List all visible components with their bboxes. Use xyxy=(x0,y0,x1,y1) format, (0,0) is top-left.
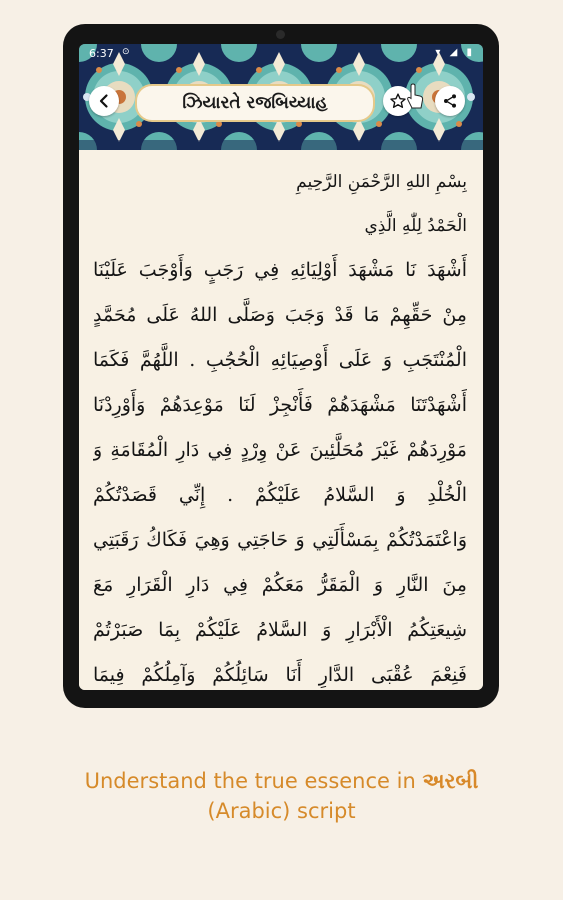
chevron-left-icon xyxy=(96,93,112,109)
arabic-line: مِنَ النَّارِ وَ الْمَقَرُّ مَعَكُمْ فِي دَارِ الْقَرَارِ مَعَ xyxy=(93,574,467,596)
hand-pointer-icon xyxy=(405,82,425,112)
share-icon xyxy=(442,93,458,109)
arabic-line: مِنْ حَقِّهِمْ مَا قَدْ وَجَبَ وَصَلَّى اللهُ عَلَى مُحَمَّدٍ xyxy=(93,304,467,326)
share-button[interactable] xyxy=(435,86,465,116)
arabic-line: أَشْهَدْتَنَا مَشْهَدَهُمْ فَأَنْجِزْ لَنَا مَوْعِدَهُمْ وَأَوْرِدْنَا xyxy=(93,394,467,416)
promo-caption xyxy=(0,766,563,826)
arabic-line: الْحَمْدُ لِلّٰهِ الَّذِي xyxy=(364,216,467,236)
back-button[interactable] xyxy=(89,86,119,116)
arabic-line: مَوْرِدَهُمْ غَيْرَ مُحَلَّئِينَ عَنْ وِرْدٍ فِي دَارِ الْمُقَامَةِ وَ xyxy=(93,439,467,461)
arabic-text-lines xyxy=(93,160,467,690)
caption-accent-word: અરબી xyxy=(422,769,479,793)
app-header xyxy=(79,44,483,150)
app-screen xyxy=(79,44,483,690)
tablet-frame xyxy=(63,24,499,708)
front-camera xyxy=(276,30,285,39)
caption-line-2: (Arabic) script xyxy=(207,799,356,823)
status-system-icons: ▾ ◢ ▮ xyxy=(435,47,475,58)
arabic-line: شِيعَتِكُمُ الْأَبْرَارِ وَ السَّلامُ عَلَيْكُمْ بِمَا صَبَرْتُمْ xyxy=(93,619,467,641)
arabic-line: فَنِعْمَ عُقْبَى الدَّارِ أَنَا سَائِلُكُمْ وَآمِلُكُمْ فِيمَا xyxy=(93,664,467,686)
caption-line-1 xyxy=(0,766,563,796)
status-bar xyxy=(79,44,483,64)
arabic-line: الْمُنْتَجَبِ وَ عَلَى أَوْصِيَائِهِ الْحُجُبِ . اللَّهُمَّ فَكَمَا xyxy=(93,349,467,371)
status-time: 6:37 xyxy=(89,47,114,60)
status-notification-icon: ⊙ xyxy=(122,47,130,57)
page-title: ઝિયારતે રજબિય્યાહ xyxy=(182,93,328,113)
page-title-pill xyxy=(135,84,375,122)
dua-text-area[interactable] xyxy=(79,150,483,690)
arabic-line: الْخُلْدِ وَ السَّلامُ عَلَيْكُمْ . إِنِّي قَصَدْتُكُمْ xyxy=(93,484,467,506)
arabic-line: أَشْهَدَ نَا مَشْهَدَ أَوْلِيَائِهِ فِي رَجَبٍ وَأَوْجَبَ عَلَيْنَا xyxy=(93,259,467,281)
arabic-line: بِسْمِ اللهِ الرَّحْمَنِ الرَّحِيمِ xyxy=(296,172,467,192)
caption-prefix: Understand the true essence in xyxy=(84,769,416,793)
arabic-line: وَاعْتَمَدْتُكُمْ بِمَسْأَلَتِي وَ حَاجَتِي وَهِيَ فَكَاكُ رَقَبَتِي xyxy=(93,529,467,551)
